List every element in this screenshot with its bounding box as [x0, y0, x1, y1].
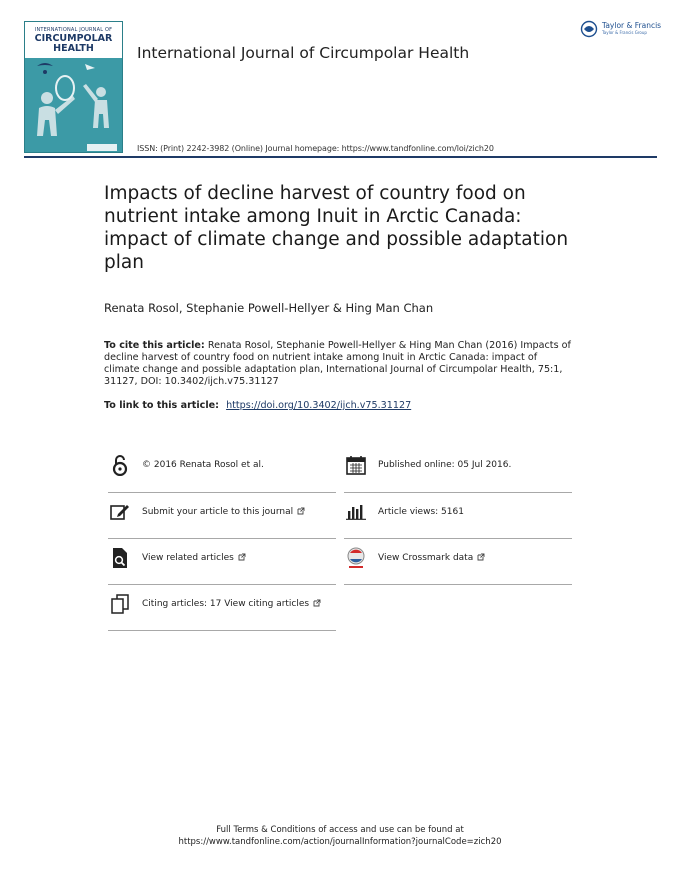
- external-link-icon: [477, 553, 485, 561]
- crossmark-cell[interactable]: [344, 538, 572, 578]
- crossmark-icon: [344, 546, 368, 570]
- citing-articles-cell[interactable]: [108, 584, 336, 624]
- journal-cover-image: [24, 21, 123, 153]
- submit-article-label: Submit your article to this journal: [142, 507, 294, 517]
- article-title: Impacts of decline harvest of country food on nutrient intake among Inuit in Arctic Canada: impact of climate change and possible adaptation plan: [104, 183, 569, 273]
- publisher-name: Taylor & Francis: [602, 21, 662, 30]
- related-articles-icon: [108, 546, 132, 570]
- article-views: Article views: 5161: [378, 507, 464, 517]
- cite-text: Renata Rosol, Stephanie Powell-Hellyer & Hing Man Chan (2016) Impacts of decline harvest of country food on nutrient intake among Inuit in Arctic Canada: impact of climate change and possible adaptation plan, International Journal of Circumpolar Health, 75:1, 31127, DOI: 10.3402/ijch.v75.31127: [104, 340, 571, 387]
- footer: [0, 824, 680, 848]
- crossmark-link[interactable]: [378, 553, 485, 563]
- crossmark-label: View Crossmark data: [378, 553, 474, 563]
- cite-label: To cite this article:: [104, 340, 205, 351]
- citing-articles-label: Citing articles: 17 View citing articles: [142, 599, 310, 609]
- cover-line-1: INTERNATIONAL JOURNAL OF: [34, 27, 113, 33]
- cover-illustration: [25, 58, 123, 153]
- copyright-text: © 2016 Renata Rosol et al.: [142, 460, 264, 470]
- cover-line-2b: HEALTH: [53, 43, 94, 54]
- related-articles-link[interactable]: [142, 553, 246, 563]
- related-articles-label: View related articles: [142, 553, 234, 563]
- article-authors: Renata Rosol, Stephanie Powell-Hellyer & Hing Man Chan: [104, 301, 434, 315]
- external-link-icon: [238, 553, 246, 561]
- citing-articles-link[interactable]: [142, 599, 321, 609]
- external-link-icon: [313, 599, 321, 607]
- open-access-cell: [108, 445, 336, 485]
- calendar-icon: [344, 453, 368, 477]
- grid-divider: [344, 584, 572, 585]
- journal-title[interactable]: International Journal of Circumpolar Health: [137, 44, 470, 62]
- article-views-cell: [344, 492, 572, 532]
- cover-line-2a: CIRCUMPOLAR: [34, 33, 113, 44]
- cover-line-2: [25, 34, 122, 54]
- doi-link[interactable]: https://doi.org/10.3402/ijch.v75.31127: [226, 400, 412, 411]
- link-line: [104, 400, 411, 411]
- header-divider: [24, 156, 657, 158]
- link-label: To link to this article:: [104, 400, 219, 411]
- published-date: Published online: 05 Jul 2016.: [378, 460, 512, 470]
- footer-terms-text: Full Terms & Conditions of access and use can be found at: [216, 825, 464, 835]
- related-articles-cell[interactable]: [108, 538, 336, 578]
- bar-chart-icon: [344, 500, 368, 524]
- submit-article-link[interactable]: [142, 507, 305, 517]
- citation-block: [104, 340, 574, 388]
- grid-divider: [108, 630, 336, 631]
- footer-terms-link[interactable]: https://www.tandfonline.com/action/journalInformation?journalCode=zich20: [178, 837, 502, 847]
- publisher-subname: Taylor & Francis Group: [602, 30, 647, 35]
- external-link-icon: [297, 507, 305, 515]
- edit-icon: [108, 500, 132, 524]
- citing-articles-icon: [108, 592, 132, 616]
- open-access-icon: [108, 453, 132, 477]
- published-cell: [344, 445, 572, 485]
- submit-article-cell[interactable]: [108, 492, 336, 532]
- issn-line: ISSN: (Print) 2242-3982 (Online) Journal homepage: https://www.tandfonline.com/loi/zich20: [137, 144, 494, 153]
